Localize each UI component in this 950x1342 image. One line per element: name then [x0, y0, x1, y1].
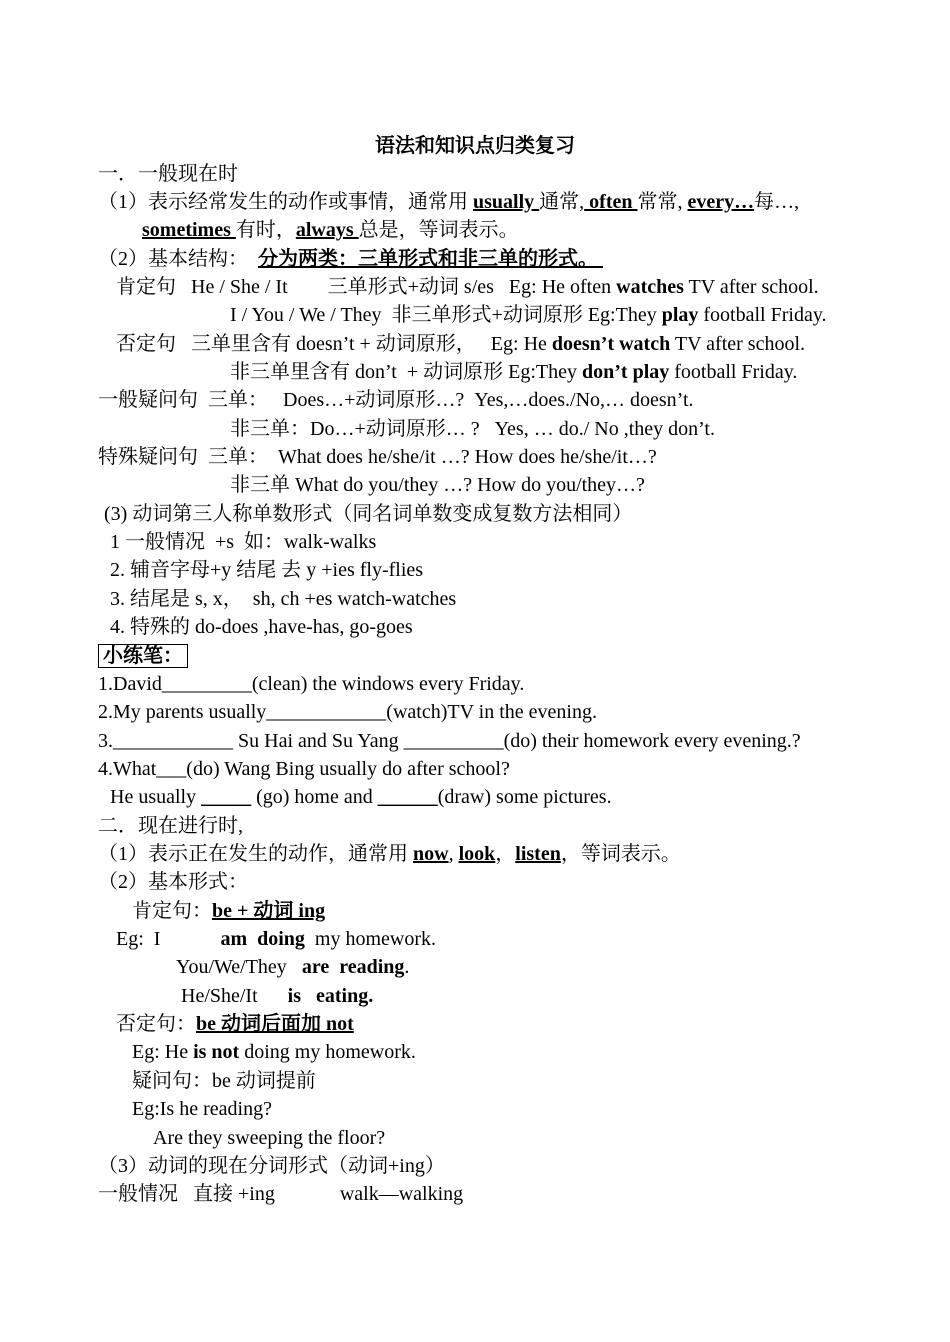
text: 有时， [235, 219, 296, 241]
affirmative-non-third-person [230, 302, 827, 328]
sec2-affirmative [132, 898, 325, 924]
sec2-form-heading: （2）基本形式： [98, 871, 248, 893]
example-verb: doesn’t watch [551, 333, 671, 355]
section-2-heading: 二．现在进行时, [98, 815, 243, 837]
sec2-usage-line [98, 841, 681, 867]
practice-box: 小练笔： [98, 644, 188, 668]
exercise-1: 1.David_________(clean) the windows every Friday. [98, 673, 525, 695]
rule-2: 2. 辅音字母+y 结尾 去 y +ies fly-flies [110, 559, 424, 581]
sec2-negative-example [132, 1039, 416, 1065]
text: （1）表示经常发生的动作或事情，通常用 [98, 191, 473, 213]
sec2-question: 疑问句：be 动词提前 [132, 1070, 316, 1092]
example-verb: is not [193, 1041, 240, 1063]
blank: ______ [377, 786, 438, 808]
affirmative-formula: be + 动词 ing [212, 900, 326, 922]
example-verb: is eating. [287, 985, 374, 1007]
text: 总是，等词表示。 [358, 219, 519, 241]
structure-summary: 分为两类：三单形式和非三单的形式。 [258, 248, 603, 270]
text: TV after school. [683, 276, 819, 298]
general-question-third: 一般疑问句 三单： Does…+动词原形…? Yes,…does./No,… doesn’t. [98, 389, 694, 411]
text: Eg: I [116, 928, 221, 950]
text: 肯定句： [132, 900, 212, 922]
exercise-3: 3.____________ Su Hai and Su Yang __________(do) their homework every evening.? [98, 730, 801, 752]
text: Eg: He [132, 1041, 194, 1063]
keyword-sometimes: sometimes [142, 219, 236, 241]
text: ，等词表示。 [560, 843, 681, 865]
text: （2）基本结构： [98, 248, 258, 270]
exercise-5 [110, 784, 612, 810]
exercise-4: 4.What___(do) Wang Bing usually do after school? [98, 758, 510, 780]
sec1-usage-line-2 [142, 217, 519, 243]
keyword-usually: usually [473, 191, 540, 213]
text: 常常, [637, 191, 688, 213]
blank: _____ [201, 786, 252, 808]
sec2-participle-rule-1: 一般情况 直接 +ing walk—walking [98, 1183, 464, 1205]
text: football Friday. [698, 304, 827, 326]
exercise-2: 2.My parents usually____________(watch)TV in the evening. [98, 701, 597, 723]
negative-formula: be 动词后面加 not [196, 1013, 354, 1035]
text: , [448, 843, 459, 865]
sec2-negative [116, 1011, 354, 1037]
affirmative-third-person [116, 274, 819, 300]
text: You/We/They [176, 956, 302, 978]
text: my homework. [304, 928, 436, 950]
example-verb: am doing [220, 928, 305, 950]
keyword-now: now [413, 843, 449, 865]
practice-label [98, 643, 188, 669]
rule-1: 1 一般情况 +s 如：walk-walks [110, 531, 377, 553]
text: football Friday. [669, 361, 798, 383]
sec1-third-person-forms: (3) 动词第三人称单数形式（同名词单数变成复数方法相同） [104, 503, 633, 525]
special-question-third: 特殊疑问句 三单： What does he/she/it …? How does he/she/it…? [98, 446, 657, 468]
example-verb: don’t play [582, 361, 670, 383]
example-verb: watches [616, 276, 684, 298]
text: 每…, [754, 191, 800, 213]
document-title: 语法和知识点归类复习 [375, 135, 575, 157]
sec2-example-3 [181, 983, 373, 1009]
sec2-question-example-1: Eg:Is he reading? [132, 1098, 272, 1120]
text: 否定句： [116, 1013, 196, 1035]
sec1-usage-line-1 [98, 189, 799, 215]
section-1-heading: 一．一般现在时 [98, 163, 238, 185]
rule-4: 4. 特殊的 do-does ,have-has, go-goes [110, 616, 413, 638]
text: （1）表示正在发生的动作，通常用 [98, 843, 413, 865]
text: (go) home and [251, 786, 378, 808]
sec2-question-example-2: Are they sweeping the floor? [153, 1127, 386, 1149]
keyword-listen: listen [515, 843, 561, 865]
text: He/She/It [181, 985, 288, 1007]
text: 肯定句 He / She / It 三单形式+动词 s/es Eg: He often [116, 276, 617, 298]
sec2-participle-heading: （3）动词的现在分词形式（动词+ing） [98, 1155, 445, 1177]
keyword-look: look [458, 843, 496, 865]
text: doing my homework. [239, 1041, 416, 1063]
text: (draw) some pictures. [437, 786, 612, 808]
special-question-non-third: 非三单 What do you/they …? How do you/they…? [230, 474, 645, 496]
text: I / You / We / They 非三单形式+动词原形 Eg:They [230, 304, 662, 326]
text: TV after school. [670, 333, 806, 355]
text: . [404, 956, 410, 978]
keyword-often: often [584, 191, 638, 213]
rule-3: 3. 结尾是 s, x， sh, ch +es watch-watches [110, 588, 457, 610]
general-question-non-third: 非三单：Do…+动词原形… ? Yes, … do./ No ,they don’t. [230, 418, 715, 440]
sec2-example-1 [116, 926, 436, 952]
keyword-every: every… [687, 191, 755, 213]
keyword-always: always [295, 219, 359, 241]
example-verb: are reading [301, 956, 405, 978]
sec2-example-2 [176, 954, 409, 980]
text: 非三单里含有 don’t + 动词原形 Eg:They [230, 361, 583, 383]
text: He usually [110, 786, 202, 808]
negative-third-person [116, 331, 805, 357]
example-verb: play [661, 304, 699, 326]
negative-non-third-person [230, 359, 797, 385]
text: ， [495, 843, 516, 865]
sec1-structure-line [98, 246, 603, 272]
text: 否定句 三单里含有 doesn’t + 动词原形， Eg: He [116, 333, 552, 355]
text: 通常, [539, 191, 585, 213]
